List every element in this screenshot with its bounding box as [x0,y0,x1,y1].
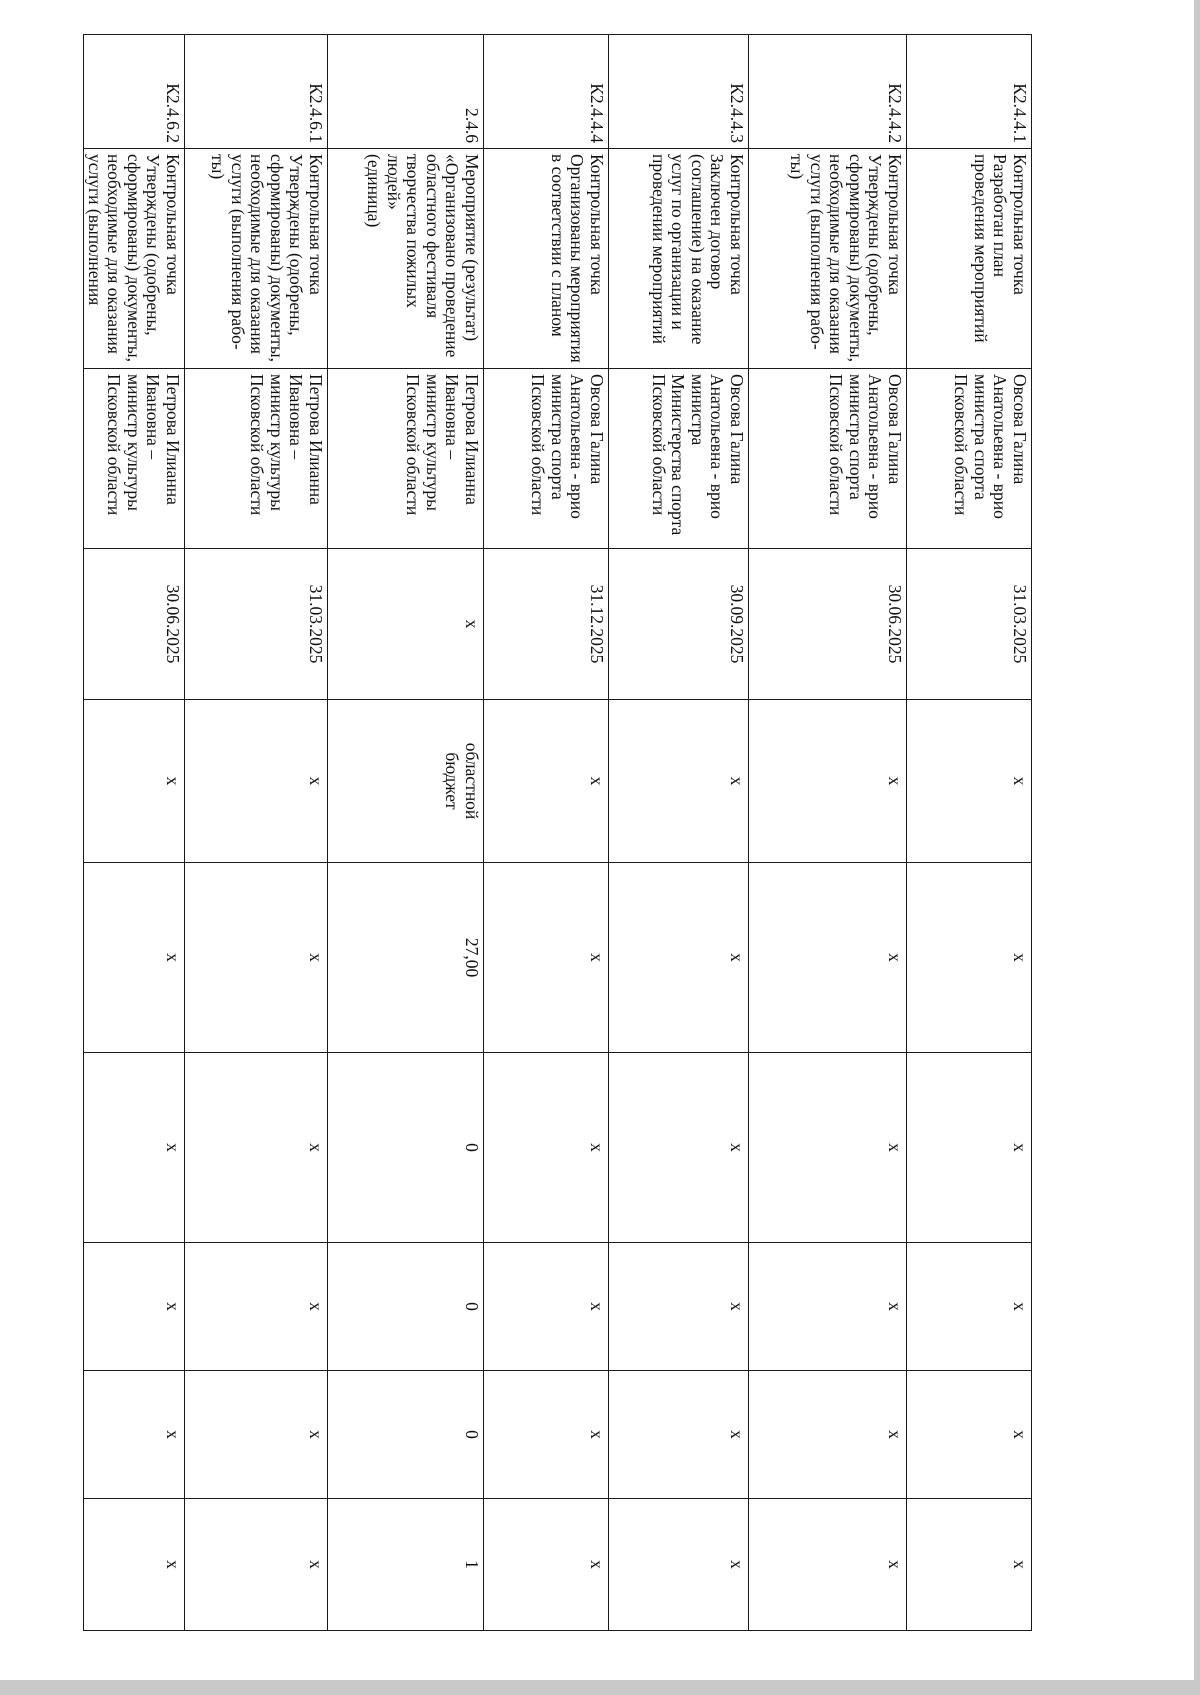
cell-responsible-text: Овсова Галина Анатольевна - врио министра спорта Псковской области [528,374,607,519]
cell-value-3-text: 0 [462,1302,482,1311]
cell-value-5 [84,1499,185,1631]
rotated-table-container [85,34,1032,1630]
cell-name [749,149,907,369]
table-row [328,35,484,1631]
cell-funding-source-text: х [306,776,326,786]
cell-code-text: К2.4.4.1 [1010,83,1030,143]
cell-value-2-text: х [163,1143,183,1152]
cell-value-2-text: х [885,1143,905,1152]
cell-date-text: 31.03.2025 [306,584,326,664]
cell-value-4 [749,1371,907,1499]
cell-value-5 [609,1499,749,1631]
cell-value-3 [185,1243,328,1371]
cell-responsible [907,369,1032,549]
cell-value-5-text: 1 [462,1560,482,1569]
cell-code [484,35,609,149]
cell-value-3 [609,1243,749,1371]
cell-value-3-text: х [163,1302,183,1311]
cell-value-4-text: х [727,1430,747,1439]
cell-value-3 [749,1243,907,1371]
cell-date [185,549,328,700]
cell-value-5-text: х [163,1560,183,1569]
cell-value-3-text: х [885,1302,905,1311]
cell-code [84,35,185,149]
cell-responsible-text: Овсова Галина Анатольевна - врио министра спорта Псковской области [826,374,905,519]
table-row [749,35,907,1631]
cell-date-text: 30.09.2025 [727,584,747,664]
cell-responsible [185,369,328,549]
cell-code-text: К2.4.6.2 [163,83,183,143]
cell-code-text: К2.4.4.4 [587,83,607,143]
cell-responsible-text: Петрова Илианна Ивановна – министр культуры Псковской области [403,374,482,516]
cell-value-1-text: х [727,953,747,962]
cell-date-text: 31.03.2025 [1010,584,1030,664]
cell-funding-source [185,700,328,863]
cell-code [609,35,749,149]
cell-responsible-text: Петрова Илианна Ивановна – министр культуры Псковской области [247,374,326,516]
cell-value-2 [84,1053,185,1243]
cell-date [328,549,484,700]
plan-table [84,34,1033,1631]
cell-value-1 [749,863,907,1053]
cell-funding-source [328,700,484,863]
cell-value-3 [907,1243,1032,1371]
cell-funding-source [907,700,1032,863]
cell-funding-source-text: х [1010,776,1030,786]
cell-value-1-text: х [587,953,607,962]
cell-value-2 [907,1053,1032,1243]
cell-code [907,35,1032,149]
cell-value-4 [609,1371,749,1499]
cell-value-5 [328,1499,484,1631]
cell-funding-source-text: областной бюджет [442,742,482,820]
cell-value-4-text: х [1010,1430,1030,1439]
cell-date-text: 30.06.2025 [163,584,183,664]
cell-funding-source-text: х [163,776,183,786]
cell-value-1 [609,863,749,1053]
cell-value-2 [749,1053,907,1243]
cell-date [907,549,1032,700]
cell-value-5 [749,1499,907,1631]
cell-value-4 [185,1371,328,1499]
cell-funding-source [609,700,749,863]
cell-value-4 [484,1371,609,1499]
cell-responsible-text: Петрова Илианна Ивановна – министр культуры Псковской области [104,374,183,516]
cell-value-1-text: 27,00 [462,937,482,978]
cell-name-text: Контрольная точка Организованы мероприятия в соответствии с планом [548,154,607,363]
cell-value-2 [328,1053,484,1243]
cell-code [749,35,907,149]
cell-date [484,549,609,700]
cell-value-5-text: х [306,1560,326,1569]
cell-value-5-text: х [587,1560,607,1569]
cell-value-4-text: х [306,1430,326,1439]
cell-value-1 [907,863,1032,1053]
cell-responsible [84,369,185,549]
cell-value-5-text: х [1010,1560,1030,1569]
cell-funding-source-text: х [727,776,747,786]
cell-value-4-text: х [163,1430,183,1439]
cell-code-text: К2.4.6.1 [306,83,326,143]
cell-value-4-text: х [587,1430,607,1439]
cell-value-2 [484,1053,609,1243]
cell-code-text: 2.4.6 [462,108,482,143]
cell-name [609,149,749,369]
cell-value-5-text: х [727,1560,747,1569]
cell-value-4 [84,1371,185,1499]
cell-value-5 [185,1499,328,1631]
cell-name-text: Мероприятие (результат) «Организовано проведение областного фестиваля творчества пожилых людей» (единица) [364,154,482,358]
cell-value-4 [328,1371,484,1499]
cell-value-1-text: х [306,953,326,962]
cell-date [609,549,749,700]
cell-value-2-text: х [1010,1143,1030,1152]
table-row [484,35,609,1631]
cell-value-5 [907,1499,1032,1631]
cell-date [84,549,185,700]
cell-responsible [328,369,484,549]
cell-value-4-text: х [885,1430,905,1439]
cell-value-3-text: х [306,1302,326,1311]
cell-value-3 [84,1243,185,1371]
cell-value-4-text: 0 [462,1430,482,1439]
cell-value-3 [328,1243,484,1371]
cell-value-1 [484,863,609,1053]
cell-name-text: Контрольная точка Разработан план проведения мероприятий [971,154,1030,343]
cell-date-text: х [462,619,482,629]
cell-funding-source [84,700,185,863]
cell-value-1-text: х [1010,953,1030,962]
cell-name [484,149,609,369]
cell-value-1-text: х [885,953,905,962]
cell-name-text: Контрольная точка Утверждены (одобрены, сформированы) документы, необходимые для оказания услуги (выполнения рабо- ты) [208,154,326,363]
cell-responsible [484,369,609,549]
table-row [907,35,1032,1631]
cell-code-text: К2.4.4.3 [727,83,747,143]
table-body [84,35,1032,1631]
cell-name [907,149,1032,369]
cell-value-5-text: х [885,1560,905,1569]
cell-value-3-text: х [1010,1302,1030,1311]
cell-name [328,149,484,369]
cell-value-2-text: 0 [462,1143,482,1152]
cell-name [185,149,328,369]
cell-responsible-text: Овсова Галина Анатольевна - врио министра Министерства спорта Псковской области [649,374,747,536]
cell-code-text: К2.4.4.2 [885,83,905,143]
cell-value-3-text: х [727,1302,747,1311]
cell-name-text: Контрольная точка Заключен договор (соглашение) на оказание услуг по организации и проведении мероприятий [649,154,747,345]
cell-value-2 [609,1053,749,1243]
cell-value-2-text: х [306,1143,326,1152]
table-row [185,35,328,1631]
cell-value-1 [328,863,484,1053]
cell-code [328,35,484,149]
cell-value-1 [185,863,328,1053]
cell-value-1 [84,863,185,1053]
cell-name [84,149,185,369]
cell-value-2-text: х [727,1143,747,1152]
table-row [84,35,185,1631]
cell-code [185,35,328,149]
cell-responsible [609,369,749,549]
cell-value-2 [185,1053,328,1243]
cell-value-2-text: х [587,1143,607,1152]
cell-name-text: Контрольная точка Утверждены (одобрены, сформированы) документы, необходимые для оказания услуги (выполнения рабо- ты) [787,154,905,363]
cell-funding-source-text: х [885,776,905,786]
cell-responsible-text: Овсова Галина Анатольевна - врио министра спорта Псковской области [951,374,1030,519]
cell-funding-source [484,700,609,863]
cell-value-5 [484,1499,609,1631]
table-row [609,35,749,1631]
cell-value-3-text: х [587,1302,607,1311]
cell-funding-source [749,700,907,863]
cell-date-text: 31.12.2025 [587,584,607,664]
cell-name-text: Контрольная точка Утверждены (одобрены, сформированы) документы, необходимые для оказания услуги (выполнения [85,154,183,363]
cell-responsible [749,369,907,549]
cell-date [749,549,907,700]
cell-date-text: 30.06.2025 [885,584,905,664]
cell-value-1-text: х [163,953,183,962]
cell-value-3 [484,1243,609,1371]
cell-funding-source-text: х [587,776,607,786]
cell-value-4 [907,1371,1032,1499]
